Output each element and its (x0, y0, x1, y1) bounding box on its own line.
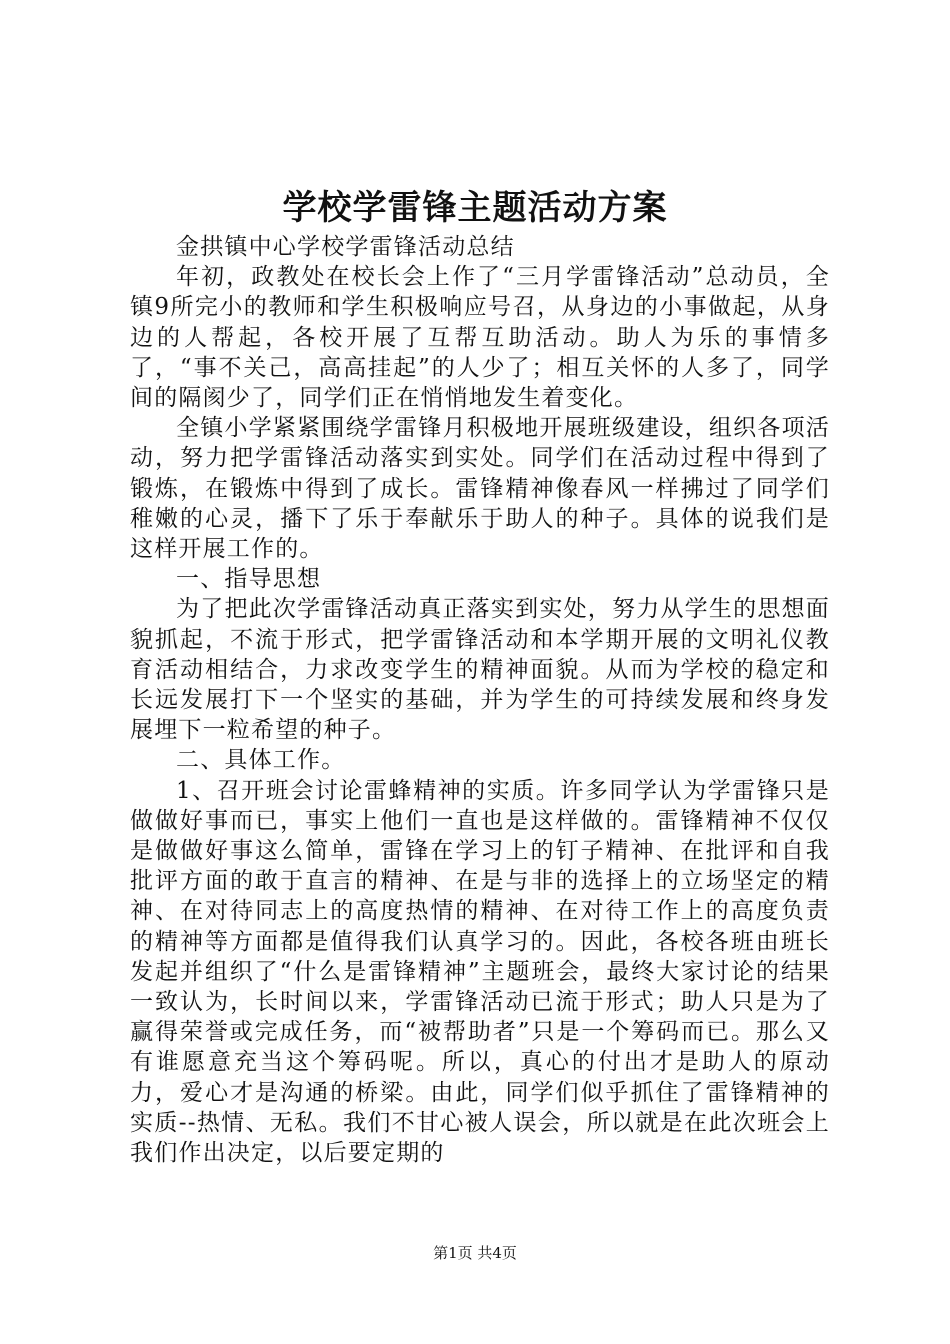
paragraph-overview: 全镇小学紧紧围绕学雷锋月积极地开展班级建设，组织各项活动，努力把学雷锋活动落实到实处。同学们在活动过程中得到了锻炼，在锻炼中得到了成长。雷锋精神像春风一样拂过了同学们稚嫩的心灵，播下了乐于奉献乐于助人的种子。具体的说我们是这样开展工作的。 (130, 415, 830, 563)
paragraph-subtitle: 金拱镇中心学校学雷锋活动总结 (176, 234, 515, 260)
section-heading-guiding-thought: 一、指导思想 (176, 566, 322, 593)
document-body (130, 232, 830, 1168)
page-footer: 第1页 共4页 (433, 1244, 517, 1262)
paragraph-class-meeting: 1、召开班会讨论雷蜂精神的实质。许多同学认为学雷锋只是做做好事而已，事实上他们一直也是这样做的。雷锋精神不仅仅是做做好事这么简单，雷锋在学习上的钉子精神、在批评和自我批评方面的敢于直言的精神、在是与非的选择上的立场坚定的精神、在对待同志上的高度热情的精神、在对待工作上的高度负责的精神等方面都是值得我们认真学习的。因此，各校各班由班长发起并组织了“什么是雷锋精神”主题班会，最终大家讨论的结果一致认为，长时间以来，学雷锋活动已流于形式；助人只是为了赢得荣誉或完成任务，而“被帮助者”只是一个筹码而已。那么又有谁愿意充当这个筹码呢。所以，真心的付出才是助人的原动力，爱心才是沟通的桥梁。由此，同学们似乎抓住了雷锋精神的实质--热情、无私。我们不甘心被人误会，所以就是在此次班会上我们作出决定，以后要定期的 (130, 777, 830, 1167)
section-heading-specific-work: 二、具体工作。 (176, 747, 346, 774)
paragraph-intro: 年初，政教处在校长会上作了“三月学雷锋活动”总动员，全镇9所完小的教师和学生积极响应号召，从身边的小事做起，从身边的人帮起，各校开展了互帮互助活动。助人为乐的事情多了，“事不关己，高高挂起”的人少了；相互关怀的人多了，同学间的隔阂少了，同学们正在悄悄地发生着变化。 (130, 264, 830, 412)
document-title: 学校学雷锋主题活动方案 (282, 188, 668, 228)
paragraph-guiding-thought: 为了把此次学雷锋活动真正落实到实处，努力从学生的思想面貌抓起，不流于形式，把学雷锋活动和本学期开展的文明礼仪教育活动相结合，力求改变学生的精神面貌。从而为学校的稳定和长远发展打下一个坚实的基础，并为学生的可持续发展和终身发展埋下一粒希望的种子。 (130, 596, 830, 744)
